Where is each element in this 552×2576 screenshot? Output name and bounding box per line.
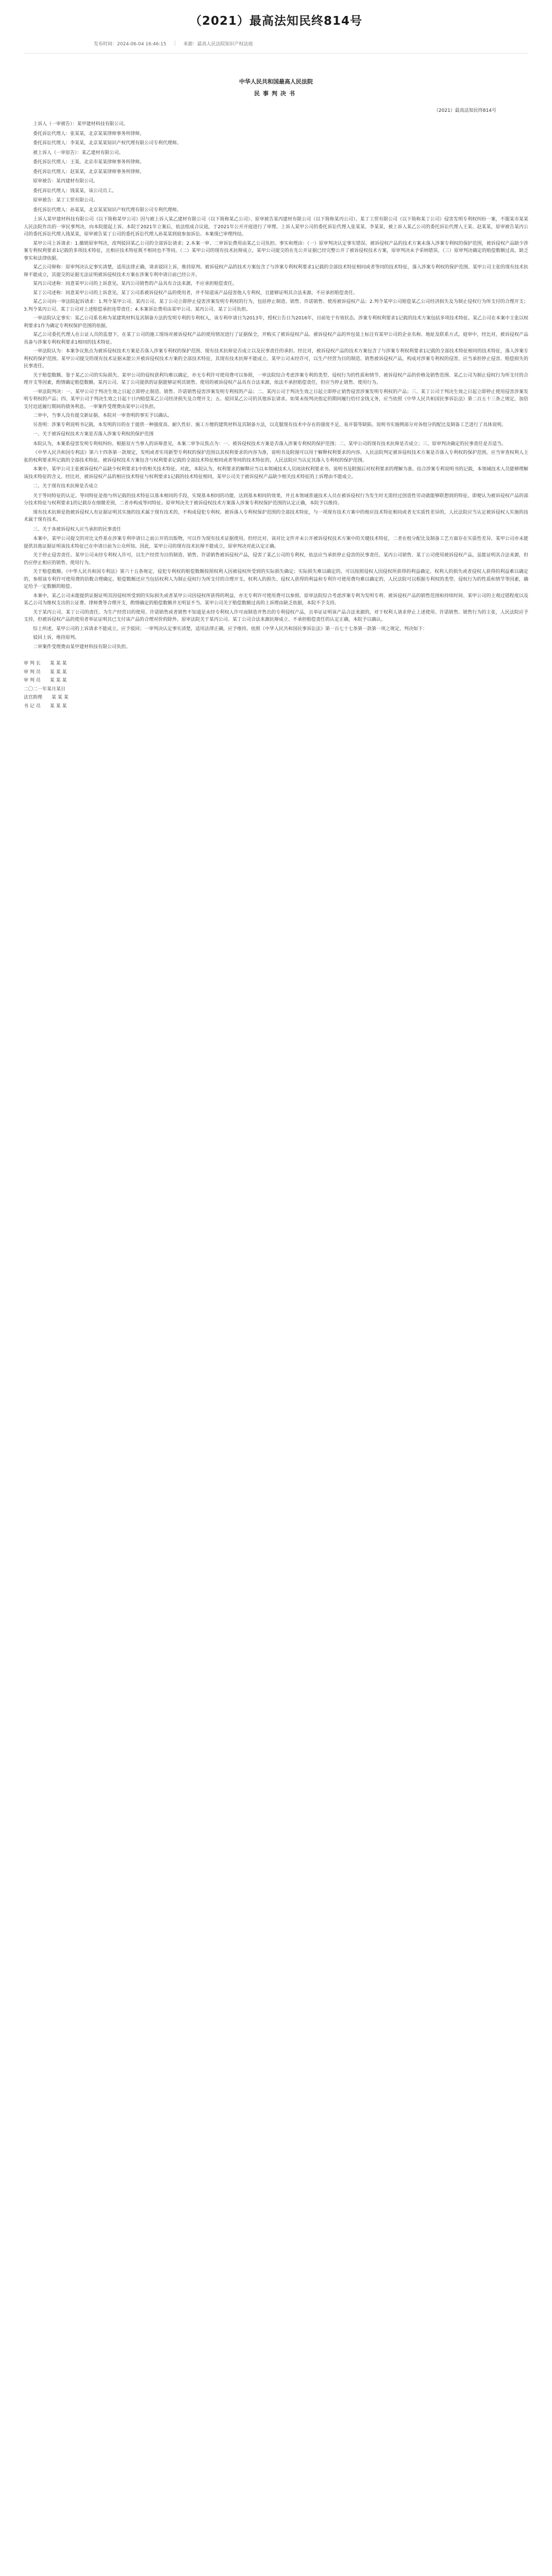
- party-line: 委托诉讼代理人：孙某某，北京某某知识产权代理有限公司专利代理师。: [33, 207, 182, 213]
- section-heading: 二、关于现有技术抗辩是否成立: [33, 484, 98, 489]
- paragraph: 本院认为，本案系侵害发明专利权纠纷。根据双方当事人的诉辩意见，本案二审争议焦点为：一、被诉侵权技术方案是否落入涉案专利权的保护范围；二、某甲公司的现有技术抗辩是否成立；三、原审判决确定的民事责任是否适当。: [33, 441, 507, 447]
- judgment-text: [24, 216, 528, 651]
- publish-meta: [24, 38, 528, 49]
- paragraph: 某乙公司辩称：原审判决认定事实清楚，适用法律正确，请求驳回上诉，维持原判。被诉侵权产品的技术方案包含了与涉案专利权利要求1记载的全部技术特征相同或者等同的技术特征，落入涉案专利权的保护范围。某甲公司主张的现有技术抗辩不能成立，其提交的证据无法证明被诉侵权技术方案在涉案专利申请日前已经公开。: [24, 265, 528, 278]
- paragraph: 一审法院认定事实：某乙公司系名称为某建筑材料及其制备方法的发明专利的专利权人，该专利申请日为2013年，授权公告日为2016年，目前处于有效状态。涉案专利权利要求1记载的技术方案包括多项技术特征。某乙公司在本案中主张以权利要求1作为确定专利权保护范围的依据。: [24, 316, 528, 329]
- paragraph: 某甲公司上诉请求：1.撤销原审判决，改判驳回某乙公司的全部诉讼请求；2.本案一审、二审诉讼费用由某乙公司负担。事实和理由：（一）原审判决认定事实错误。被诉侵权产品的技术方案未落入涉案专利权的保护范围，被诉侵权产品缺少涉案专利权利要求1记载的多项技术特征，且相应技术特征既不相同也不等同。（二）某甲公司的现有技术抗辩成立。某甲公司提交的在先公开证据已经完整公开了被诉侵权技术方案，原审判决未予采纳错误。（三）原审判决确定的赔偿数额过高，缺乏事实和法律依据。: [24, 241, 528, 261]
- source-label: 来源：: [183, 41, 197, 47]
- header-divider: [24, 53, 528, 54]
- party-line: 委托诉讼代理人：李某某，北京某某知识产权代理有限公司专利代理师。: [33, 141, 182, 146]
- paragraph: 关于等同特征的认定。等同特征是指与所记载的技术特征以基本相同的手段，实现基本相同的功能，达到基本相同的效果，并且本领域普通技术人员在被诉侵权行为发生时无需经过创造性劳动就能够联想到的特征。即便认为被诉侵权产品的部分技术特征与权利要求1的记载存在细微差别，二者亦构成等同特征。原审判决关于被诉侵权技术方案落入涉案专利权保护范围的认定正确，本院予以维持。: [24, 493, 528, 506]
- publish-time-field: [94, 40, 166, 47]
- party-line: 委托诉讼代理人：赵某某，北京某某律师事务所律师。: [33, 169, 145, 175]
- paragraph: 现有技术抗辩是指被诉侵权人有证据证明其实施的技术属于现有技术的，不构成侵犯专利权。被诉落入专利权保护范围的全部技术特征，与一项现有技术方案中的相应技术特征相同或者无实质性差异的，人民法院应当认定被诉侵权人实施的技术属于现有技术。: [24, 510, 528, 522]
- section-heading: 三、关于各被诉侵权人应当承担的民事责任: [33, 527, 122, 532]
- paragraph: 一审法院判决：一、某甲公司于判决生效之日起立即停止制造、销售、许诺销售侵害涉案发明专利权的产品；二、某丙公司于判决生效之日起立即停止销售侵害涉案发明专利权的产品；三、某丁公司于判决生效之日起立即停止使用侵害涉案发明专利权的产品；四、某甲公司于判决生效之日起十日内赔偿某乙公司经济损失及合理开支；五、驳回某乙公司的其他诉讼请求。如果未按判决指定的期间履行给付金钱义务，应当依照《中华人民共和国民事诉讼法》第二百五十三条之规定，加倍支付迟延履行期间的债务利息。一审案件受理费由某甲公司负担。: [24, 389, 528, 410]
- paragraph: 本案中，某乙公司未能提供证据证明其因侵权所受到的实际损失或者某甲公司因侵权所获得的利益，亦无专利许可使用费可以参照。原审法院综合考虑涉案专利为发明专利、被诉侵权产品的销售范围和持续时间、某甲公司的主观过错程度以及某乙公司为维权支出的公证费、律师费等合理开支，酌情确定的赔偿数额并无明显不当。某甲公司关于赔偿数额过高的上诉理由缺乏依据，本院不予支持。: [24, 593, 528, 606]
- party-line: 上诉人（一审被告）：某甲建材科技有限公司。: [33, 122, 128, 127]
- paragraph: 另查明：涉案专利说明书记载，本发明的目的在于提供一种强度高、耐久性好、施工方便的建筑材料及其制备方法，以克服现有技术中存在的强度不足、易开裂等缺陷。说明书实施例部分对各组分的配比及制备工艺进行了具体说明。: [33, 422, 507, 428]
- paragraph: 《中华人民共和国专利法》第六十四条第一款规定，发明或者实用新型专利权的保护范围以其权利要求的内容为准，说明书及附图可以用于解释权利要求的内容。人民法院判定被诉侵权技术方案是否落入专利权的保护范围，应当审查权利人主张的权利要求所记载的全部技术特征。被诉侵权技术方案包含与权利要求记载的全部技术特征相同或者等同的技术特征的，人民法院应当认定其落入专利权的保护范围。: [24, 450, 528, 463]
- paragraph: 某丁公司述称：同意某甲公司的上诉意见。某丁公司系被诉侵权产品的使用者，并不知道该产品侵害他人专利权，且能够证明其合法来源，不应承担赔偿责任。: [33, 290, 358, 296]
- paragraph: 综上所述，某甲公司的上诉请求不能成立，应予驳回；一审判决认定事实清楚，适用法律正确，应予维持。依照《中华人民共和国民事诉讼法》第一百七十七条第一款第一项之规定，判决如下：: [33, 626, 428, 632]
- paragraph: 本案中，某甲公司主张被诉侵权产品缺少权利要求1中的相关技术特征。对此，本院认为，权利要求的解释应当以本领域技术人员阅读权利要求书、说明书及附图后对权利要求的理解为准。结合涉案专利说明书的记载，本领域技术人员能够理解该技术特征的含义。经比对，被诉侵权产品的相应技术特征与权利要求1记载的技术特征相同，某甲公司关于被诉侵权产品缺少相关技术特征的上诉理由不能成立。: [24, 467, 528, 480]
- party-line: 委托诉讼代理人：张某某，北京某某律师事务所律师。: [33, 131, 145, 137]
- party-line: 原审被告：某丙建材有限公司。: [33, 179, 98, 184]
- party-line: 原审被告：某丁工贸有限公司。: [33, 198, 98, 203]
- paragraph: 关于停止侵害责任。某甲公司未经专利权人许可，以生产经营为目的制造、销售、许诺销售被诉侵权产品，侵害了某乙公司的专利权，依法应当承担停止侵害的民事责任。某丙公司销售、某丁公司使用被诉侵权产品，虽能证明其合法来源，但仍应停止相应的销售、使用行为。: [24, 553, 528, 566]
- judgment-page: [0, 11, 552, 2576]
- paragraph: 一审法院认为：本案争议焦点为被诉侵权技术方案是否落入涉案专利权的保护范围、现有技术抗辩是否成立以及民事责任的承担。经比对，被诉侵权产品的技术方案包含了与涉案专利权利要求1记载的全部技术特征相同的技术特征，落入涉案专利权的保护范围。某甲公司提交的现有技术证据未能公开被诉侵权技术方案的全部技术特征，其现有技术抗辩不能成立。某甲公司未经许可，以生产经营为目的制造、销售被诉侵权产品，构成对涉案专利权的侵害，应当承担停止侵害、赔偿损失的民事责任。: [24, 349, 528, 369]
- paragraph: 本案中，某甲公司提交的对比文件系在涉案专利申请日之前公开的出版物，可以作为现有技术证据使用。但经比对，该对比文件并未公开被诉侵权技术方案中的关键技术特征，二者在组分配比及制备工艺方面存在实质性差异。某甲公司亦未能提供其他证据证明该技术特征已在申请日前为公众所知。因此，某甲公司的现有技术抗辩不能成立，原审判决对此认定正确。: [24, 536, 528, 549]
- paragraph: 驳回上诉，维持原判。: [33, 635, 80, 640]
- document-type: 民事判决书: [254, 90, 298, 97]
- source-value: 最高人民法院知识产权法庭: [197, 41, 253, 47]
- party-list: [24, 121, 528, 214]
- party-line: 被上诉人（一审原告）：某乙建材有限公司。: [33, 150, 124, 156]
- signature-line: 二〇二一年某月某日: [24, 686, 66, 692]
- paragraph: 关于某丙公司、某丁公司的责任。为生产经营目的使用、许诺销售或者销售不知道是未经专利权人许可而制造并售出的专利侵权产品，且举证证明该产品合法来源的，对于权利人请求停止上述使用、许诺销售、销售行为的主张，人民法院应予支持，但被诉侵权产品的使用者举证证明其已支付该产品的合理对价的除外。原审法院关于某丙公司、某丁公司合法来源抗辩成立、不承担赔偿责任的认定正确，本院予以确认。: [24, 609, 528, 622]
- signature-line: 法官助理 某 某 某: [24, 695, 69, 700]
- signature-block: [24, 660, 528, 710]
- page-title: （2021）最高法知民终814号: [189, 14, 363, 28]
- paragraph: 某乙公司向一审法院起诉请求：1.判令某甲公司、某丙公司、某丁公司立即停止侵害涉案发明专利权的行为，包括停止制造、销售、许诺销售、使用被诉侵权产品；2.判令某甲公司赔偿某乙公司经济损失及为制止侵权行为所支付的合理开支；3.判令某丙公司、某丁公司对上述赔偿承担连带责任；4.本案诉讼费用由某甲公司、某丙公司、某丁公司负担。: [24, 299, 528, 312]
- paragraph: 二审案件受理费由某甲建材科技有限公司负担。: [33, 644, 131, 650]
- judgment-body: [24, 77, 528, 710]
- paragraph: 关于赔偿数额。鉴于某乙公司的实际损失、某甲公司的侵权获利均难以确定，亦无专利许可使用费可以参照，一审法院综合考虑涉案专利的类型、侵权行为的性质和情节、被诉侵权产品的价格及销售范围、某乙公司为制止侵权行为所支付的合理开支等因素，酌情确定赔偿数额。某丙公司、某丁公司提供的证据能够证明其销售、使用的被诉侵权产品具有合法来源，依法不承担赔偿责任，但应当停止销售、使用行为。: [24, 372, 528, 385]
- paragraph: 关于赔偿数额。《中华人民共和国专利法》第六十五条规定，侵犯专利权的赔偿数额按照权利人因被侵权所受到的实际损失确定；实际损失难以确定的，可以按照侵权人因侵权所获得的利益确定。权利人的损失或者侵权人获得的利益难以确定的，参照该专利许可使用费的倍数合理确定。赔偿数额还应当包括权利人为制止侵权行为所支付的合理开支。权利人的损失、侵权人获得的利益和专利许可使用费均难以确定的，人民法院可以根据专利权的类型、侵权行为的性质和情节等因素，确定给予一定数额的赔偿。: [24, 569, 528, 589]
- publish-time-label: 发布时间：: [94, 41, 118, 47]
- signature-line: 审 判 长 某 某 某: [24, 661, 67, 666]
- party-line: 委托诉讼代理人：钱某某，该公司员工。: [33, 188, 117, 194]
- publish-time-value: 2024-06-04 16:46:15: [117, 41, 166, 47]
- signature-line: 审 判 员 某 某 某: [24, 678, 67, 683]
- party-line: 委托诉讼代理人：王某，北京市某某律师事务所律师。: [33, 160, 145, 165]
- paragraph: 上诉人某甲建材科技有限公司（以下简称某甲公司）因与被上诉人某乙建材有限公司（以下简称某乙公司）、原审被告某丙建材有限公司（以下简称某丙公司）、某丁工贸有限公司（以下简称某丁公司）侵害发明专利权纠纷一案，不服某市某某人民法院作出的一审民事判决，向本院提起上诉。本院于2021年立案后，依法组成合议庭，于2021年公开开庭进行了审理。上诉人某甲公司的委托诉讼代理人张某某、李某某，被上诉人某乙公司的委托诉讼代理人王某、赵某某，原审被告某丙公司的委托诉讼代理人钱某某，原审被告某丁公司的委托诉讼代理人孙某某到庭参加诉讼。本案现已审理终结。: [24, 217, 528, 237]
- section-heading: 一、关于被诉侵权技术方案是否落入涉案专利权的保护范围: [33, 432, 154, 437]
- signature-line: 书 记 员 某 某 某: [24, 703, 67, 709]
- paragraph: 二审中，当事人没有提交新证据。本院对一审查明的事实予以确认。: [33, 413, 173, 418]
- signature-line: 审 判 员 某 某 某: [24, 669, 67, 675]
- case-number: （2021）最高法知民终814号: [433, 108, 496, 113]
- source-field: [183, 40, 253, 47]
- court-name: 中华人民共和国最高人民法院: [239, 78, 313, 85]
- paragraph: 某丙公司述称：同意某甲公司的上诉意见。某丙公司销售的产品具有合法来源，不应承担赔偿责任。: [33, 281, 238, 286]
- paragraph: 某乙公司委托代理人在公证人员的监督下，在某丁公司的施工现场对被诉侵权产品的使用情况进行了证据保全，并购买了被诉侵权产品。被诉侵权产品的外包装上标注有某甲公司的企业名称、地址及联系方式。庭审中，经比对，被诉侵权产品具备与涉案专利权利要求1相同的技术特征。: [24, 332, 528, 345]
